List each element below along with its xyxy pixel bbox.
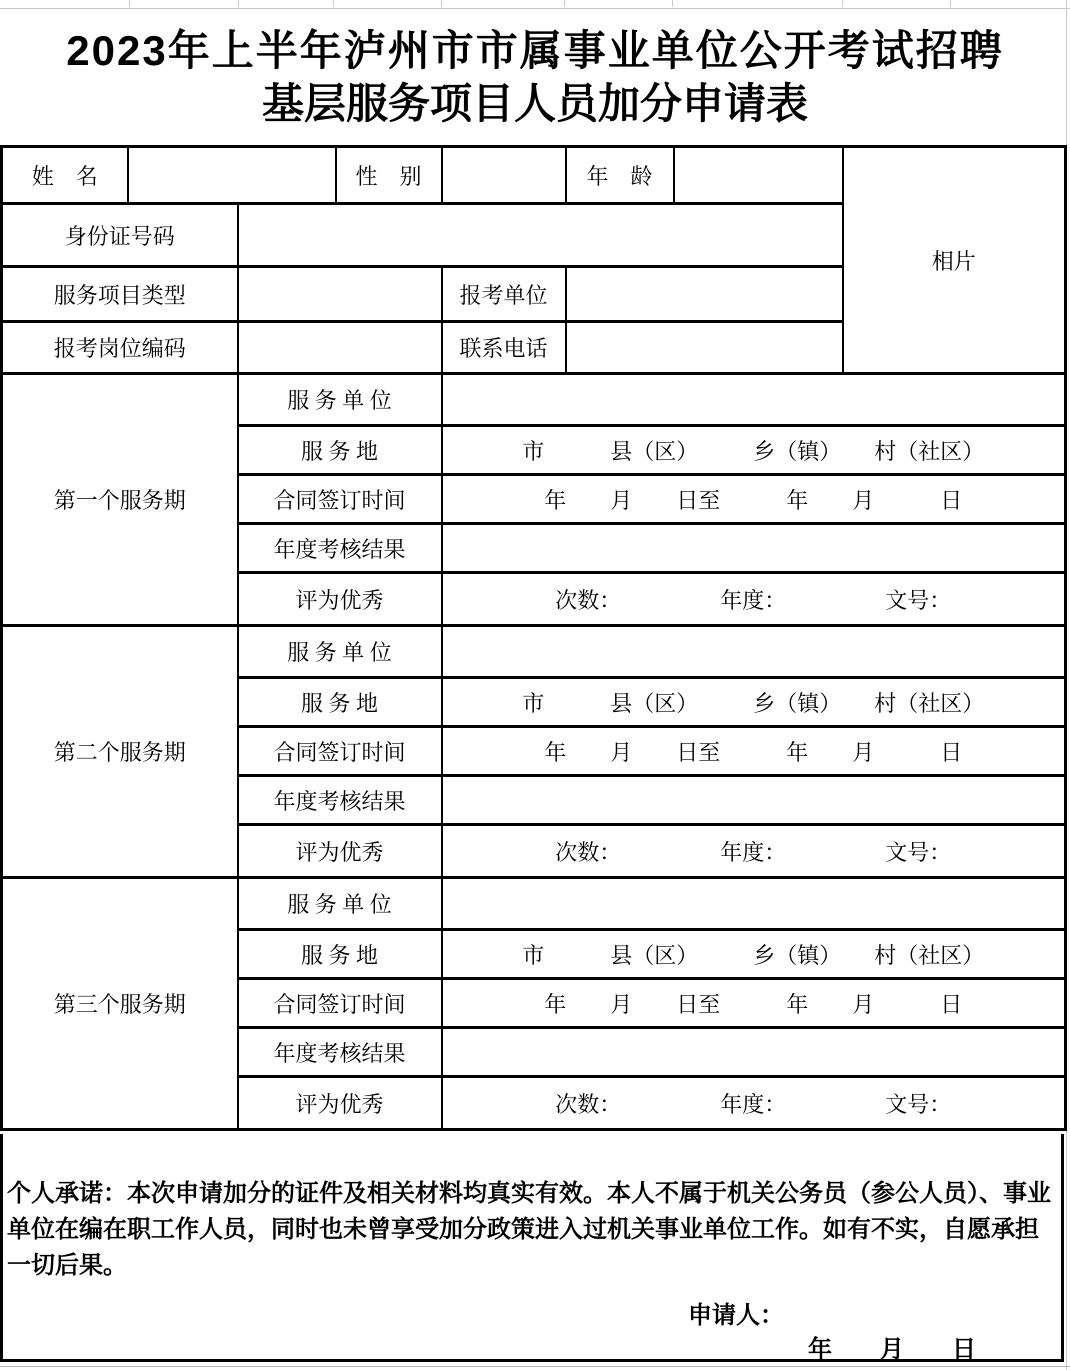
rated-excellent-input-cell[interactable]: 次数： 年度： 文号： xyxy=(442,825,1066,878)
table-row xyxy=(2,147,1066,204)
post-code-input-cell[interactable] xyxy=(238,322,442,374)
name-input-cell[interactable] xyxy=(128,147,336,204)
gender-label: 性 别 xyxy=(336,147,442,204)
contract-time-label: 合同签订时间 xyxy=(238,727,442,776)
gridline-tick xyxy=(238,0,239,7)
rated-excellent-input-cell[interactable]: 次数： 年度： 文号： xyxy=(442,573,1066,626)
service-place-input-cell[interactable]: 市 县（区） 乡（镇） 村（社区） xyxy=(442,426,1066,475)
annual-assessment-label: 年度考核结果 xyxy=(238,1028,442,1077)
service-unit-label: 服 务 单 位 xyxy=(238,878,442,930)
service-type-label: 服务项目类型 xyxy=(2,267,238,322)
service-place-label: 服 务 地 xyxy=(238,678,442,727)
application-form-table xyxy=(0,145,1067,1131)
service-type-input-cell[interactable] xyxy=(238,267,442,322)
service-place-label: 服 务 地 xyxy=(238,426,442,475)
id-number-label: 身份证号码 xyxy=(2,204,238,267)
rated-excellent-input-cell[interactable]: 次数： 年度： 文号： xyxy=(442,1077,1066,1130)
phone-label: 联系电话 xyxy=(442,322,566,374)
age-label: 年 龄 xyxy=(566,147,674,204)
service-unit-label: 服 务 单 位 xyxy=(238,626,442,678)
gridline-tick xyxy=(672,0,673,7)
rated-excellent-label: 评为优秀 xyxy=(238,1077,442,1130)
service-unit-label: 服 务 单 位 xyxy=(238,374,442,426)
gender-input-cell[interactable] xyxy=(442,147,566,204)
title-line-1: 2023年上半年泸州市市属事业单位公开考试招聘 xyxy=(66,26,1004,74)
table-row xyxy=(2,374,1066,426)
photo-cell[interactable]: 相片 xyxy=(843,147,1066,374)
period-1-label: 第一个服务期 xyxy=(2,374,238,626)
age-input-cell[interactable] xyxy=(674,147,843,204)
annual-assessment-input-cell[interactable] xyxy=(442,1028,1066,1077)
period-3-label: 第三个服务期 xyxy=(2,878,238,1130)
annual-assessment-label: 年度考核结果 xyxy=(238,524,442,573)
table-row xyxy=(2,626,1066,678)
rated-excellent-label: 评为优秀 xyxy=(238,825,442,878)
applicant-signature-label[interactable]: 申请人： xyxy=(688,1303,784,1329)
apply-unit-label: 报考单位 xyxy=(442,267,566,322)
declaration-box xyxy=(0,1134,1064,1362)
gridline-tick xyxy=(129,0,130,7)
gridline-tick xyxy=(441,0,442,7)
contract-time-label: 合同签订时间 xyxy=(238,979,442,1028)
name-label: 姓 名 xyxy=(2,147,128,204)
bottom-gridline xyxy=(0,1366,1070,1367)
service-unit-input-cell[interactable] xyxy=(442,626,1066,678)
service-unit-input-cell[interactable] xyxy=(442,374,1066,426)
annual-assessment-input-cell[interactable] xyxy=(442,524,1066,573)
post-code-label: 报考岗位编码 xyxy=(2,322,238,374)
gridline-tick xyxy=(333,0,334,7)
contract-time-input-cell[interactable]: 年 月 日至 年 月 日 xyxy=(442,979,1066,1028)
annual-assessment-label: 年度考核结果 xyxy=(238,776,442,825)
title-line-2: 基层服务项目人员加分申请表 xyxy=(261,79,808,127)
service-unit-input-cell[interactable] xyxy=(442,878,1066,930)
contract-time-label: 合同签订时间 xyxy=(238,475,442,524)
table-row xyxy=(2,878,1066,930)
apply-unit-input-cell[interactable] xyxy=(566,267,843,322)
gridline-tick xyxy=(842,0,843,7)
contract-time-input-cell[interactable]: 年 月 日至 年 月 日 xyxy=(442,475,1066,524)
declaration-text: 个人承诺：本次申请加分的证件及相关材料均真实有效。本人不属于机关公务员（参公人员）、事业单位在编在职工作人员，同时也未曾享受加分政策进入过机关事业单位工作。如有不实，自愿承担一切后果。 xyxy=(7,1181,1051,1279)
service-place-input-cell[interactable]: 市 县（区） 乡（镇） 村（社区） xyxy=(442,930,1066,979)
period-2-label: 第二个服务期 xyxy=(2,626,238,878)
contract-time-input-cell[interactable]: 年 月 日至 年 月 日 xyxy=(442,727,1066,776)
service-place-input-cell[interactable]: 市 县（区） 乡（镇） 村（社区） xyxy=(442,678,1066,727)
id-number-input-cell[interactable] xyxy=(238,204,843,267)
service-place-label: 服 务 地 xyxy=(238,930,442,979)
gridline-tick xyxy=(950,0,951,7)
rated-excellent-label: 评为优秀 xyxy=(238,573,442,626)
gridline-tick xyxy=(564,0,565,7)
page-title xyxy=(0,8,1070,145)
annual-assessment-input-cell[interactable] xyxy=(442,776,1066,825)
phone-input-cell[interactable] xyxy=(566,322,843,374)
signature-date-label[interactable]: 年 月 日 xyxy=(808,1337,976,1363)
